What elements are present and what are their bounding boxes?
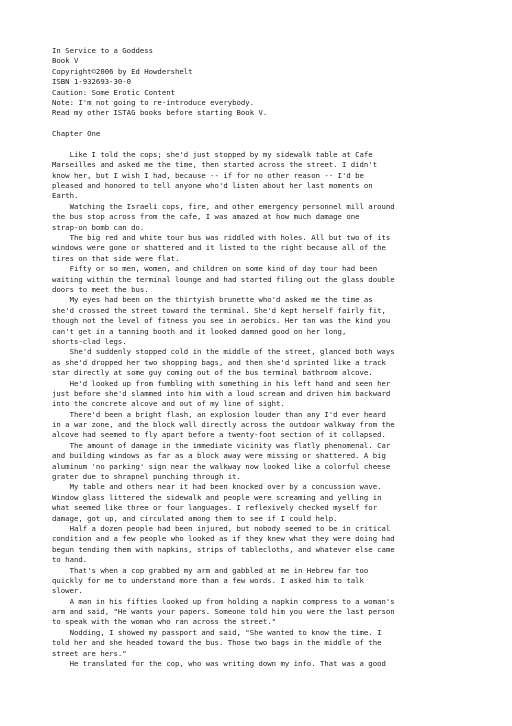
text-line: into the concrete alcove and out of my line of sight.	[52, 399, 285, 409]
text-line: aluminum 'no parking' sign near the walkway now looked like a colorful cheese	[52, 461, 391, 471]
front-matter	[52, 46, 492, 119]
text-line: My eyes had been on the thirtyish brunette who'd asked me the time as	[52, 295, 373, 305]
paragraph	[52, 295, 492, 347]
text-line: condition and a few people who looked as if they knew what they were doing had	[52, 534, 395, 544]
paragraph	[52, 659, 492, 669]
spacer	[52, 140, 492, 150]
paragraph	[52, 566, 492, 597]
text-line: told her and she headed toward the bus. Those two bags in the middle of the	[52, 638, 382, 648]
text-line: He translated for the cop, who was writing down my info. That was a good	[52, 659, 386, 669]
text-line: doors to meet the bus.	[52, 284, 149, 294]
text-line: the bus stop across from the cafe, I was amazed at how much damage one	[52, 212, 360, 222]
text-line: Marseilles and asked me the time, then started across the street. I didn't	[52, 160, 378, 170]
text-line: There'd been a bright flash, an explosion louder than any I'd ever heard	[52, 409, 386, 419]
text-line: she'd crossed the street toward the terminal. She'd kept herself fairly fit,	[52, 305, 386, 315]
text-line: star directly at some guy coming out of the bus terminal bathroom alcove.	[52, 368, 373, 378]
text-line: The big red and white tour bus was riddled with holes. All but two of its	[52, 233, 391, 243]
paragraph	[52, 441, 492, 483]
text-line: Earth.	[52, 191, 79, 201]
text-line: can't get in a tanning booth and it looked damned good on her long,	[52, 326, 347, 336]
paragraph	[52, 202, 492, 233]
text-line: and building windows as far as a block away were missing or shattered. A big	[52, 451, 386, 461]
chapter-heading: Chapter One	[52, 129, 101, 139]
text-line: arm and said, "He wants your papers. Someone told him you were the last person	[52, 607, 395, 617]
paragraph	[52, 379, 492, 410]
text-line: Half a dozen people had been injured, but nobody seemed to be in critical	[52, 523, 391, 533]
text-line: quickly for me to understand more than a few words. I asked him to talk	[52, 575, 364, 585]
text-line: grater due to shrapnel punching through it.	[52, 472, 241, 482]
author-note-2: Read my other ISTAG books before starting Book V.	[52, 108, 268, 118]
text-line: alcove had seemed to fly apart before a twenty-foot section of it collapsed.	[52, 430, 386, 440]
text-line: Window glass littered the sidewalk and people were screaming and yelling in	[52, 492, 382, 502]
text-line: waiting within the terminal lounge and had started filing out the glass double	[52, 274, 395, 284]
paragraph	[52, 347, 492, 378]
paragraph	[52, 410, 492, 441]
content-caution: Caution: Some Erotic Content	[52, 87, 176, 97]
text-line: That's when a cop grabbed my arm and gabbled at me in Hebrew far too	[52, 565, 369, 575]
paragraph	[52, 233, 492, 264]
text-line: as she'd dropped her two shopping bags, and then she'd sprinted like a track	[52, 357, 386, 367]
text-line: She'd suddenly stopped cold in the middle of the street, glanced both ways	[52, 347, 395, 357]
author-note-1: Note: I'm not going to re-introduce everybody.	[52, 97, 255, 107]
text-line: windows were gone or shattered and it listed to the right because all of the	[52, 243, 386, 253]
text-line: in a war zone, and the block wall directly across the outdoor walkway from the	[52, 420, 395, 430]
text-line: know her, but I wish I had, because -- if for no other reason -- I'd be	[52, 170, 364, 180]
paragraph	[52, 597, 492, 628]
text-line: what seemed like three or four languages. I reflexively checked myself for	[52, 503, 378, 513]
text-line: street are hers."	[52, 648, 127, 658]
paragraph	[52, 482, 492, 524]
document-body	[52, 46, 492, 669]
text-line: tires on that side were flat.	[52, 253, 180, 263]
chapter-text	[52, 150, 492, 670]
text-line: begun tending them with napkins, strips of tablecloths, and whatever else came	[52, 544, 395, 554]
text-line: He'd looked up from fumbling with something in his left hand and seen her	[52, 378, 391, 388]
paragraph	[52, 264, 492, 295]
text-line: Watching the Israeli cops, fire, and other emergency personnel mill around	[52, 201, 395, 211]
text-line: though not the level of fitness you see in aerobics. Her tan was the kind you	[52, 316, 391, 326]
isbn-line: ISBN 1-932693-30-0	[52, 77, 132, 87]
text-line: Nodding, I showed my passport and said, "She wanted to know the time. I	[52, 627, 382, 637]
spacer	[52, 119, 492, 129]
copyright-line: Copyright©2006 by Ed Howdershelt	[52, 66, 193, 76]
text-line: to hand.	[52, 555, 88, 565]
text-line: A man in his fifties looked up from holding a napkin compress to a woman's	[52, 596, 395, 606]
paragraph	[52, 150, 492, 202]
text-line: Fifty or so men, women, and children on some kind of day tour had been	[52, 264, 378, 274]
text-line: The amount of damage in the immediate vicinity was flatly phenomenal. Car	[52, 440, 391, 450]
text-line: pleased and honored to tell anyone who'd listen about her last moments on	[52, 181, 373, 191]
book-title: In Service to a Goddess	[52, 46, 154, 55]
text-line: damage, got up, and circulated among them to see if I could help.	[52, 513, 338, 523]
text-line: strap-on bomb can do.	[52, 222, 145, 232]
text-line: just before she'd slammed into him with a loud scream and driven him backward	[52, 388, 391, 398]
paragraph	[52, 524, 492, 566]
text-line: Like I told the cops; she'd just stopped by my sidewalk table at Cafe	[52, 149, 373, 159]
text-line: slower.	[52, 586, 83, 596]
text-line: to speak with the woman who ran across the street."	[52, 617, 277, 627]
book-number: Book V	[52, 56, 79, 66]
text-line: My table and others near it had been knocked over by a concussion wave.	[52, 482, 382, 492]
paragraph	[52, 628, 492, 659]
text-line: shorts-clad legs.	[52, 336, 127, 346]
